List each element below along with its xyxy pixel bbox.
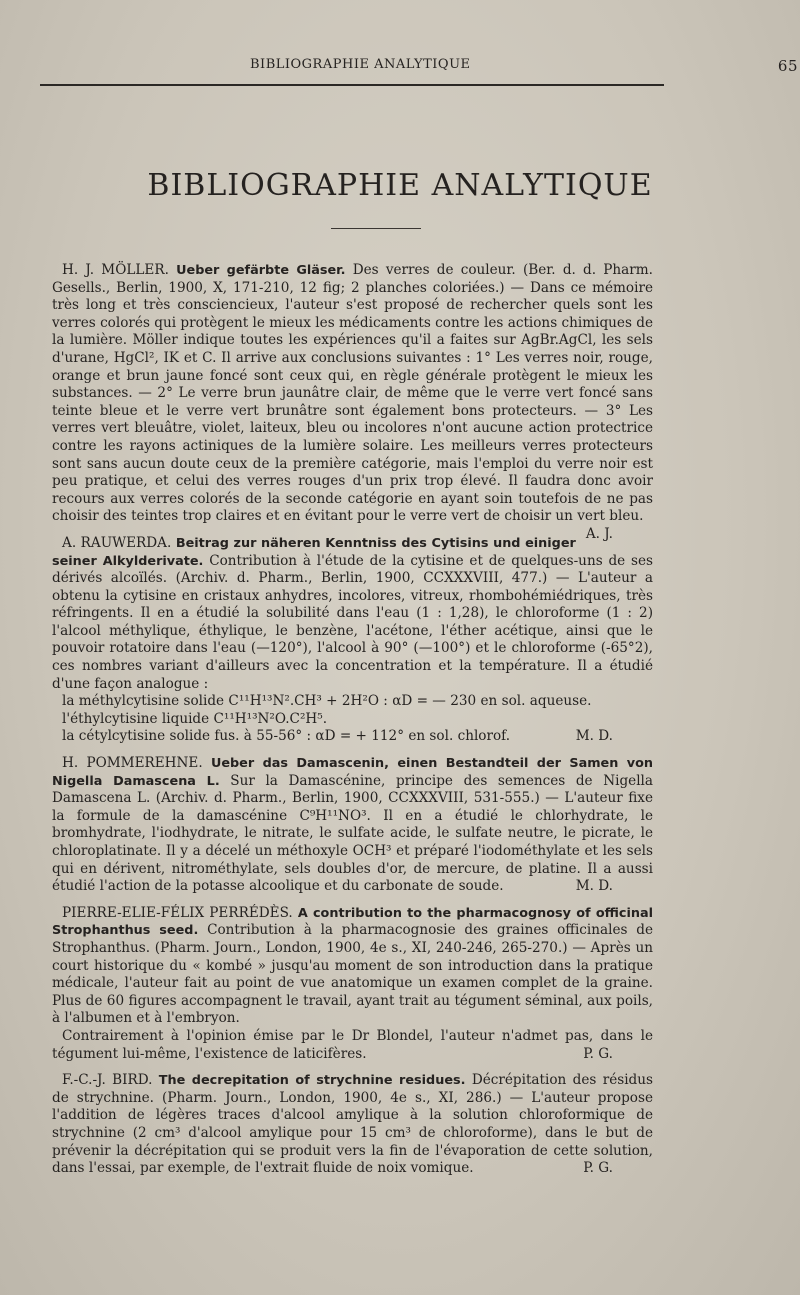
entry-title: Beitrag zur näheren Kenntniss des Cytisins und einiger seiner Alkylderivate. [52, 535, 576, 569]
entry-signature: M. D. [575, 728, 613, 745]
entry-moller [52, 262, 653, 542]
formula-line: la méthylcytisine solide C¹¹H¹³N².CH³ + 2H²O : αD = — 230 en sol. aqueuse. [62, 693, 592, 710]
entry-rauwerda [52, 535, 653, 693]
entry-text: Décrépitation des résidus de strychnine. (Pharm. Journ., London, 1900, 4e s., XI, 286.) — L'auteur propose l'addition de légères traces d'alcool amylique à la solution chloroformique de strychnine (2 cm³ d'alcool amylique pour 15 cm³ de chloroforme), dans le but de prévenir la décrépitation qui se produit vers la fin de l'évaporation de cette solution, dans l'essai, par exemple, de l'extrait fluide de noix vomique. [52, 1072, 653, 1177]
entry-title: Ueber das Damascenin, einen Bestandteil der Samen von Nigella Damascena L. [52, 756, 653, 789]
page-number: 65 [777, 57, 798, 75]
entry-bird [52, 1072, 653, 1178]
entry-text: Sur la Damascénine, principe des semences de Nigella Damascena L. (Archiv. d. Pharm., Berlin, 1900, CCXXXVIII, 531-555.) — L'auteur fixe la formule de la damascénine C⁹H¹¹NO³. Il en a étudié le chlorhydrate, le bromhydrate, l'iodhydrate, le nitrate, le sulfate acide, le sulfate neutre, le picrate, le chloroplatinate. Il y a décelé un méthoxyle OCH³ et préparé l'iodométhylate et les sels qui en dérivent, nitrométhylate, sels doubles d'or, de mercure, de platine. Il a aussi étudié l'action de la potasse alcoolique et du carbonate de soude. [52, 772, 653, 895]
entry-signature: P. G. [583, 1160, 613, 1177]
page-title: BIBLIOGRAPHIE ANALYTIQUE [147, 168, 653, 203]
entry-author: F.-C.-J. BIRD. [62, 1072, 153, 1089]
entry-text: Contribution à l'étude de la cytisine et de quelques-uns de ses dérivés alcoïlés. (Archiv. d. Pharm., Berlin, 1900, CCXXXVIII, 477.) — L'auteur a obtenu la cytisine en cristaux anhydres, incolores, vitreux, rhombohémiédriques, très réfringents. Il en a étudié la solubilité dans l'eau (1 : 1,28), le chloroforme (1 : 2) l'alcool méthylique, éthylique, le benzène, l'acétone, l'éther acétique, ainsi que le pouvoir rotatoire dans l'eau (—120°), l'alcool à 90° (—100°) et le chloroforme (-65°2), ces nombres variant d'ailleurs avec la concentration et la température. Il a étudié d'une façon analogue : [52, 552, 653, 692]
entry-text: Contribution à la pharmacognosie des graines officinales de Strophanthus. (Pharm. Journ., London, 1900, 4e s., XI, 240-246, 265-270.) — Après un court historique du « kombé » jusqu'au moment de son introduction dans la pratique médicale, l'auteur fait au point de vue anatomique un examen complet de la graine. Plus de 60 figures accompagnent le travail, ayant trait au tégument séminal, aux poils, à l'albumen et à l'embryon. [52, 922, 653, 1027]
formula-line [62, 728, 653, 746]
entry-author: H. J. MÖLLER. [62, 262, 169, 278]
entry-title: A contribution to the pharmacognosy of officinal Strophanthus seed. [52, 905, 653, 939]
running-head [40, 57, 798, 79]
formula-text: la cétylcytisine solide fus. à 55-56° : αD = + 112° en sol. chlorof. [62, 728, 511, 745]
entry-perredes-continued [52, 1028, 653, 1063]
formula-line: l'éthylcytisine liquide C¹¹H¹³N²O.C²H⁵. [62, 710, 328, 727]
entry-author: H. POMMEREHNE. [62, 755, 203, 772]
entry-pommerehne [52, 755, 653, 896]
title-rule [331, 228, 421, 229]
entry-title: The decrepitation of strychnine residues. [158, 1073, 466, 1089]
entry-signature: P. G. [583, 1045, 613, 1062]
entry-text: Des verres de couleur. (Ber. d. d. Pharm. Gesells., Berlin, 1900, X, 171-210, 12 fig; 2 planches coloriées.) — Dans ce mémoire très long et très consciencieux, l'auteur s'est proposé de rechercher quels sont les verres colorés qui protègent le mieux les médicaments contre les actions chimiques de la lumière. Möller indique toutes les expériences qu'il a faites sur AgBr.AgCl, les sels d'urane, HgCl², IK et C. Il arrive aux conclusions suivantes : 1° Les verres noir, rouge, orange et brun jaune foncé sont ceux qui, en règle générale protègent le mieux les substances. — 2° Le verre brun jaunâtre clair, de même que le verre vert foncé sans teinte bleue et le verre vert brunâtre sont également bons protecteurs. — 3° Les verres vert bleuâtre, violet, laiteux, bleu ou incolores n'ont aucune action protectrice contre les rayons actiniques de la lumière solaire. Les meilleurs verres protecteurs sont sans aucun doute ceux de la première catégorie, mais l'emploi du verre noir est peu pratique, et celui des verres rouges d'un prix trop élevé. Il faudra donc avoir recours aux verres colorés de la seconde catégorie en ayant soin toutefois de ne pas choisir des teintes trop claires et en évitant pour le verre vert de choisir un vert bleu. [52, 262, 653, 525]
entry-author: A. RAUWERDA. [62, 534, 172, 551]
header-rule [40, 84, 664, 86]
entry-signature: A. J. [585, 525, 613, 542]
running-title: BIBLIOGRAPHIE ANALYTIQUE [250, 57, 471, 72]
entry-signature: M. D. [575, 878, 613, 895]
entry-text: Contrairement à l'opinion émise par le Dr Blondel, l'auteur n'admet pas, dans le tégument lui-même, l'existence de laticifères. [52, 1027, 653, 1062]
entry-title: Ueber gefärbte Gläser. [176, 263, 346, 278]
entry-author: PIERRE-ELIE-FÉLIX PERRÉDÈS. [62, 904, 293, 921]
entry-perredes [52, 905, 653, 1028]
bibliography-body [52, 262, 653, 1187]
